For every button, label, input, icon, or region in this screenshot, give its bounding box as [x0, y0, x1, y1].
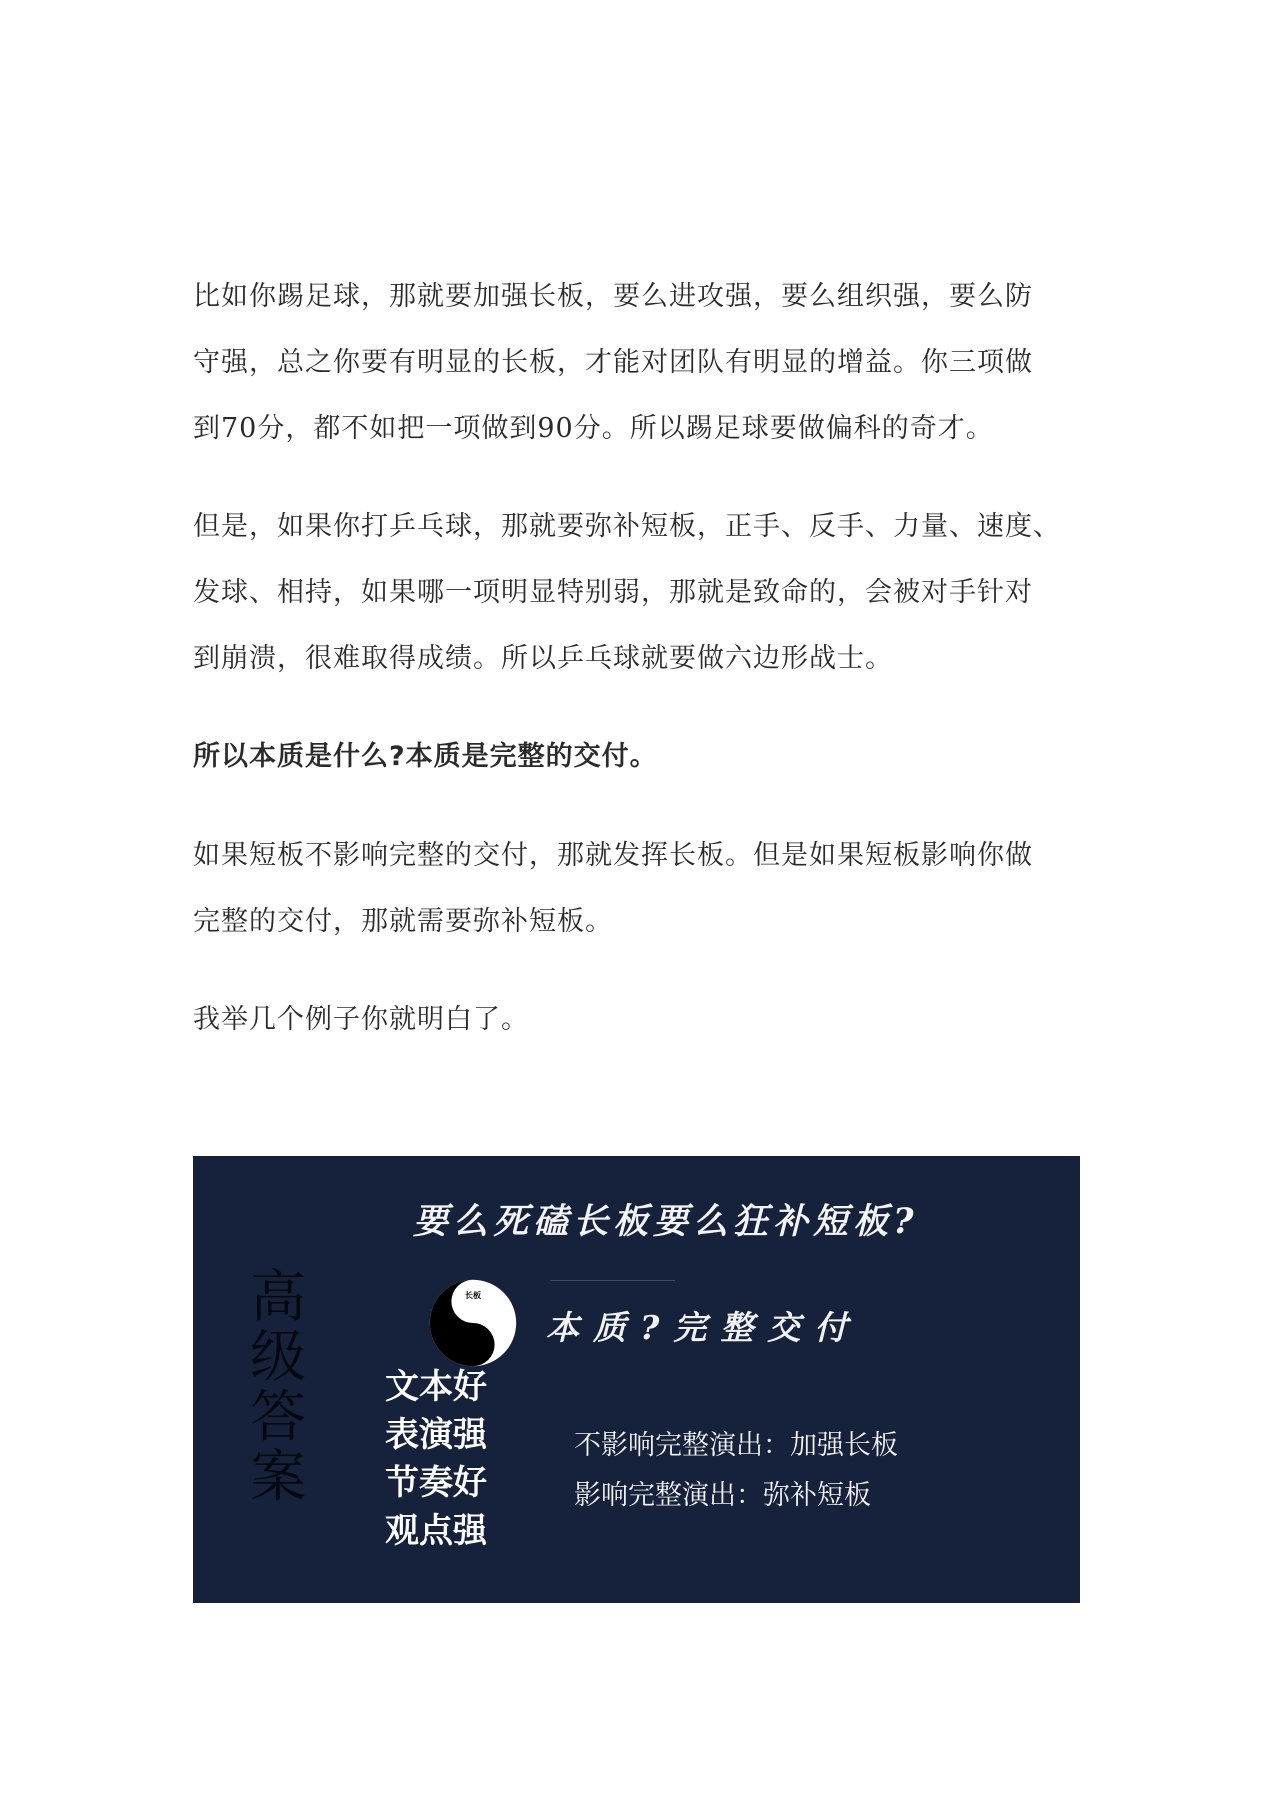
vertical-label-char: 答 [250, 1385, 306, 1450]
text-line: 到崩溃，很难取得成绩。所以乒乓球就要做六边形战士。 [193, 643, 893, 674]
keyword-item: 观点强 [385, 1511, 487, 1551]
text-line: 但是，如果你打乒乓球，那就要弥补短板，正手、反手、力量、速度、 [193, 511, 1061, 542]
note-item: 影响完整演出：弥补短板 [574, 1480, 871, 1511]
text-line: 守强，总之你要有明显的长板，才能对团队有明显的增益。你三项做 [193, 347, 1033, 378]
divider-line [550, 1280, 675, 1281]
text-line: 比如你踢足球，那就要加强长板，要么进攻强，要么组织强，要么防 [193, 281, 1033, 312]
emblem-text-bottom-2: 理论 [457, 1347, 474, 1358]
summary-slide [193, 1156, 1080, 1603]
keyword-list [385, 1363, 487, 1555]
text-line: 如果短板不影响完整的交付，那就发挥长板。但是如果短板影响你做 [193, 840, 1033, 871]
emblem-text-top-2: 理论 [457, 1302, 474, 1313]
text-line: 我举几个例子你就明白了。 [193, 1004, 529, 1035]
paragraph-essence-heading [193, 724, 1093, 790]
text-line: 发球、相持，如果哪一项明显特别弱，那就是致命的，会被对手针对 [193, 577, 1033, 608]
note-item: 不影响完整演出：加强长板 [574, 1430, 898, 1461]
paragraph-table-tennis [193, 494, 1093, 692]
keyword-item: 文本好 [385, 1367, 487, 1407]
paragraph-conclusion [193, 823, 1093, 955]
keyword-item: 表演强 [385, 1415, 487, 1455]
slide-title: 要么死磕长板要么狂补短板? [413, 1201, 919, 1242]
yin-yang-icon [428, 1278, 518, 1368]
vertical-label-char: 级 [250, 1325, 306, 1390]
vertical-label-char: 高 [250, 1265, 306, 1330]
emblem-text-bottom-1: 木桶 [459, 1334, 476, 1345]
text-line: 完整的交付，那就需要弥补短板。 [193, 906, 613, 937]
emblem-text-top-1: 长板 [464, 1289, 482, 1300]
paragraph-examples-intro [193, 987, 1093, 1053]
paragraph-football [193, 264, 1093, 462]
keyword-item: 节奏好 [385, 1463, 487, 1503]
vertical-label-char: 案 [250, 1445, 306, 1510]
notes-list [574, 1421, 898, 1521]
essence-text: 本质?完整交付 [546, 1308, 862, 1347]
text-line: 所以本质是什么?本质是完整的交付。 [193, 741, 658, 772]
vertical-label [248, 1265, 308, 1510]
text-line: 到70分，都不如把一项做到90分。所以踢足球要做偏科的奇才。 [193, 413, 994, 444]
